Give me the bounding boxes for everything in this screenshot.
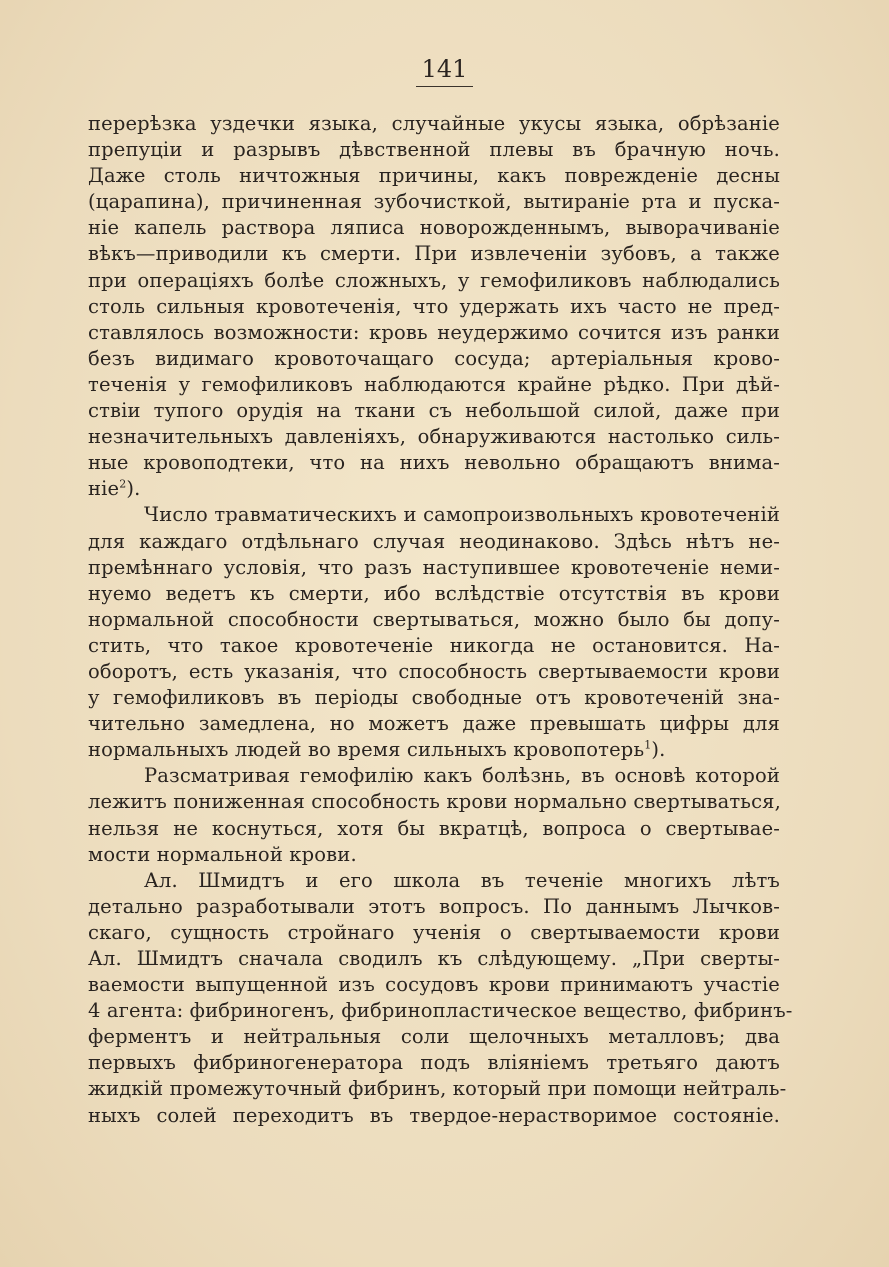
text-line <box>88 633 780 659</box>
text-line <box>88 1024 780 1050</box>
text-line <box>88 659 780 685</box>
text-line-content: вѣкъ—приводили къ смерти. При извлеченіи зубовъ, а также <box>88 242 780 266</box>
text-line-content: чительно замедлена, но можетъ даже превышать цифры для <box>88 712 780 736</box>
text-line-content: премѣннаго условія, что разъ наступившее кровотеченіе неми- <box>88 555 780 579</box>
text-line <box>88 946 780 972</box>
text-line <box>88 998 793 1024</box>
text-line <box>88 763 780 789</box>
text-line <box>88 529 780 555</box>
text-line-content: при операціяхъ болѣе сложныхъ, у гемофиликовъ наблюдались <box>88 268 780 292</box>
text-line-content: мости нормальной крови. <box>88 842 357 866</box>
text-line <box>88 972 780 998</box>
text-line <box>88 215 780 241</box>
text-line-content: ніе <box>88 477 120 501</box>
text-line-content: Даже столь ничтожныя причины, какъ поврежденіе десны <box>88 164 780 188</box>
text-line <box>88 111 780 137</box>
text-line <box>88 920 780 946</box>
text-line <box>88 816 780 842</box>
text-line-content: ніе капель раствора ляписа новорожденнымъ, выворачиваніе <box>88 216 780 240</box>
footnote-ref: 1 <box>644 738 652 752</box>
text-line <box>88 294 780 320</box>
text-line <box>88 450 780 476</box>
text-line <box>88 189 780 215</box>
text-line <box>88 476 780 502</box>
text-line-content: Разсматривая гемофилію какъ болѣзнь, въ основѣ которой <box>144 764 780 788</box>
text-line <box>88 346 780 372</box>
text-line-content: у гемофиликовъ въ періоды свободные отъ кровотеченій зна- <box>88 686 780 710</box>
text-line <box>88 581 780 607</box>
text-line-content: ваемости выпущенной изъ сосудовъ крови принимаютъ участіе <box>88 973 780 997</box>
text-line <box>88 502 780 528</box>
text-line <box>88 268 780 294</box>
text-line-content: ныхъ солей переходитъ въ твердое-нерастворимое состояніе. <box>88 1103 780 1127</box>
text-line <box>88 789 780 815</box>
text-line-content: жидкій промежуточный фибринъ, который при помощи нейтраль- <box>88 1077 787 1101</box>
text-line <box>88 372 780 398</box>
text-line-content: оборотъ, есть указанія, что способность свертываемости крови <box>88 659 780 683</box>
text-line <box>88 320 780 346</box>
text-line <box>88 607 780 633</box>
text-line-content: (царапина), причиненная зубочисткой, вытираніе рта и пуска- <box>88 190 780 214</box>
text-line <box>88 241 780 267</box>
text-line-content: скаго, сущность стройнаго ученія о свертываемости крови <box>88 920 780 944</box>
text-line-content: ферментъ и нейтральныя соли щелочныхъ металловъ; два <box>88 1025 780 1049</box>
text-line <box>88 894 780 920</box>
footnote-ref: 2 <box>119 477 127 491</box>
text-line-content: ствіи тупого орудія на ткани съ небольшой силой, даже при <box>88 399 780 423</box>
text-line-content: Ал. Шмидтъ и его школа въ теченіе многихъ лѣтъ <box>144 868 780 892</box>
text-line-content: Число травматическихъ и самопроизвольныхъ кровотеченій <box>144 503 780 527</box>
text-line-content: стить, что такое кровотеченіе никогда не остановится. На- <box>88 633 780 657</box>
text-line <box>88 685 780 711</box>
text-line <box>88 711 780 737</box>
text-line-tail: ). <box>651 738 666 762</box>
text-line-content: детально разработывали этотъ вопросъ. По даннымъ Лычков- <box>88 894 780 918</box>
text-line <box>88 842 780 868</box>
text-line-content: ные кровоподтеки, что на нихъ невольно обращаютъ внима- <box>88 451 780 475</box>
text-line-content: нельзя не коснуться, хотя бы вкратцѣ, вопроса о свертывае- <box>88 816 780 840</box>
text-line <box>88 1103 780 1129</box>
text-line <box>88 163 780 189</box>
text-line-content: лежитъ пониженная способность крови нормально свертываться, <box>88 790 781 814</box>
text-line <box>88 137 780 163</box>
text-line-content: нормальныхъ людей во время сильныхъ кровопотерь <box>88 738 645 762</box>
text-line-content: нуемо ведетъ къ смерти, ибо вслѣдствіе отсутствія въ крови <box>88 581 780 605</box>
text-line-content: Ал. Шмидтъ сначала сводилъ къ слѣдующему. „При сверты- <box>88 947 780 970</box>
text-line-content: ставлялось возможности: кровь неудержимо сочится изъ ранки <box>88 320 780 344</box>
text-line-content: теченія у гемофиликовъ наблюдаются крайне рѣдко. При дѣй- <box>88 372 780 396</box>
text-line <box>88 1050 780 1076</box>
text-line-content: первыхъ фибриногенератора подъ вліяніемъ третьяго даютъ <box>88 1051 780 1075</box>
text-line-content: 4 агента: фибриногенъ, фибринопластическое вещество, фибринъ- <box>88 999 793 1023</box>
text-line-content: для каждаго отдѣльнаго случая неодинаково. Здѣсь нѣтъ не- <box>88 529 780 553</box>
text-line <box>88 424 780 450</box>
text-line-tail: ). <box>126 477 141 501</box>
body-text <box>88 111 793 1129</box>
text-line-content: препуціи и разрывъ дѣвственной плевы въ брачную ночь. <box>88 138 780 162</box>
page-number: 141 <box>0 54 889 87</box>
text-line-content: незначительныхъ давленіяхъ, обнаруживаются настолько силь- <box>88 425 780 449</box>
text-line <box>88 737 780 763</box>
text-line-content: безъ видимаго кровоточащаго сосуда; артеріальныя крово- <box>88 346 780 370</box>
text-line-content: нормальной способности свертываться, можно было бы допу- <box>88 607 780 631</box>
text-line-content: перерѣзка уздечки языка, случайные укусы языка, обрѣзаніе <box>88 112 780 135</box>
text-line <box>88 868 780 894</box>
text-line <box>88 1076 787 1102</box>
text-line <box>88 398 780 424</box>
text-line-content: столь сильныя кровотеченія, что удержать ихъ часто не пред- <box>88 294 780 318</box>
text-line <box>88 555 780 581</box>
